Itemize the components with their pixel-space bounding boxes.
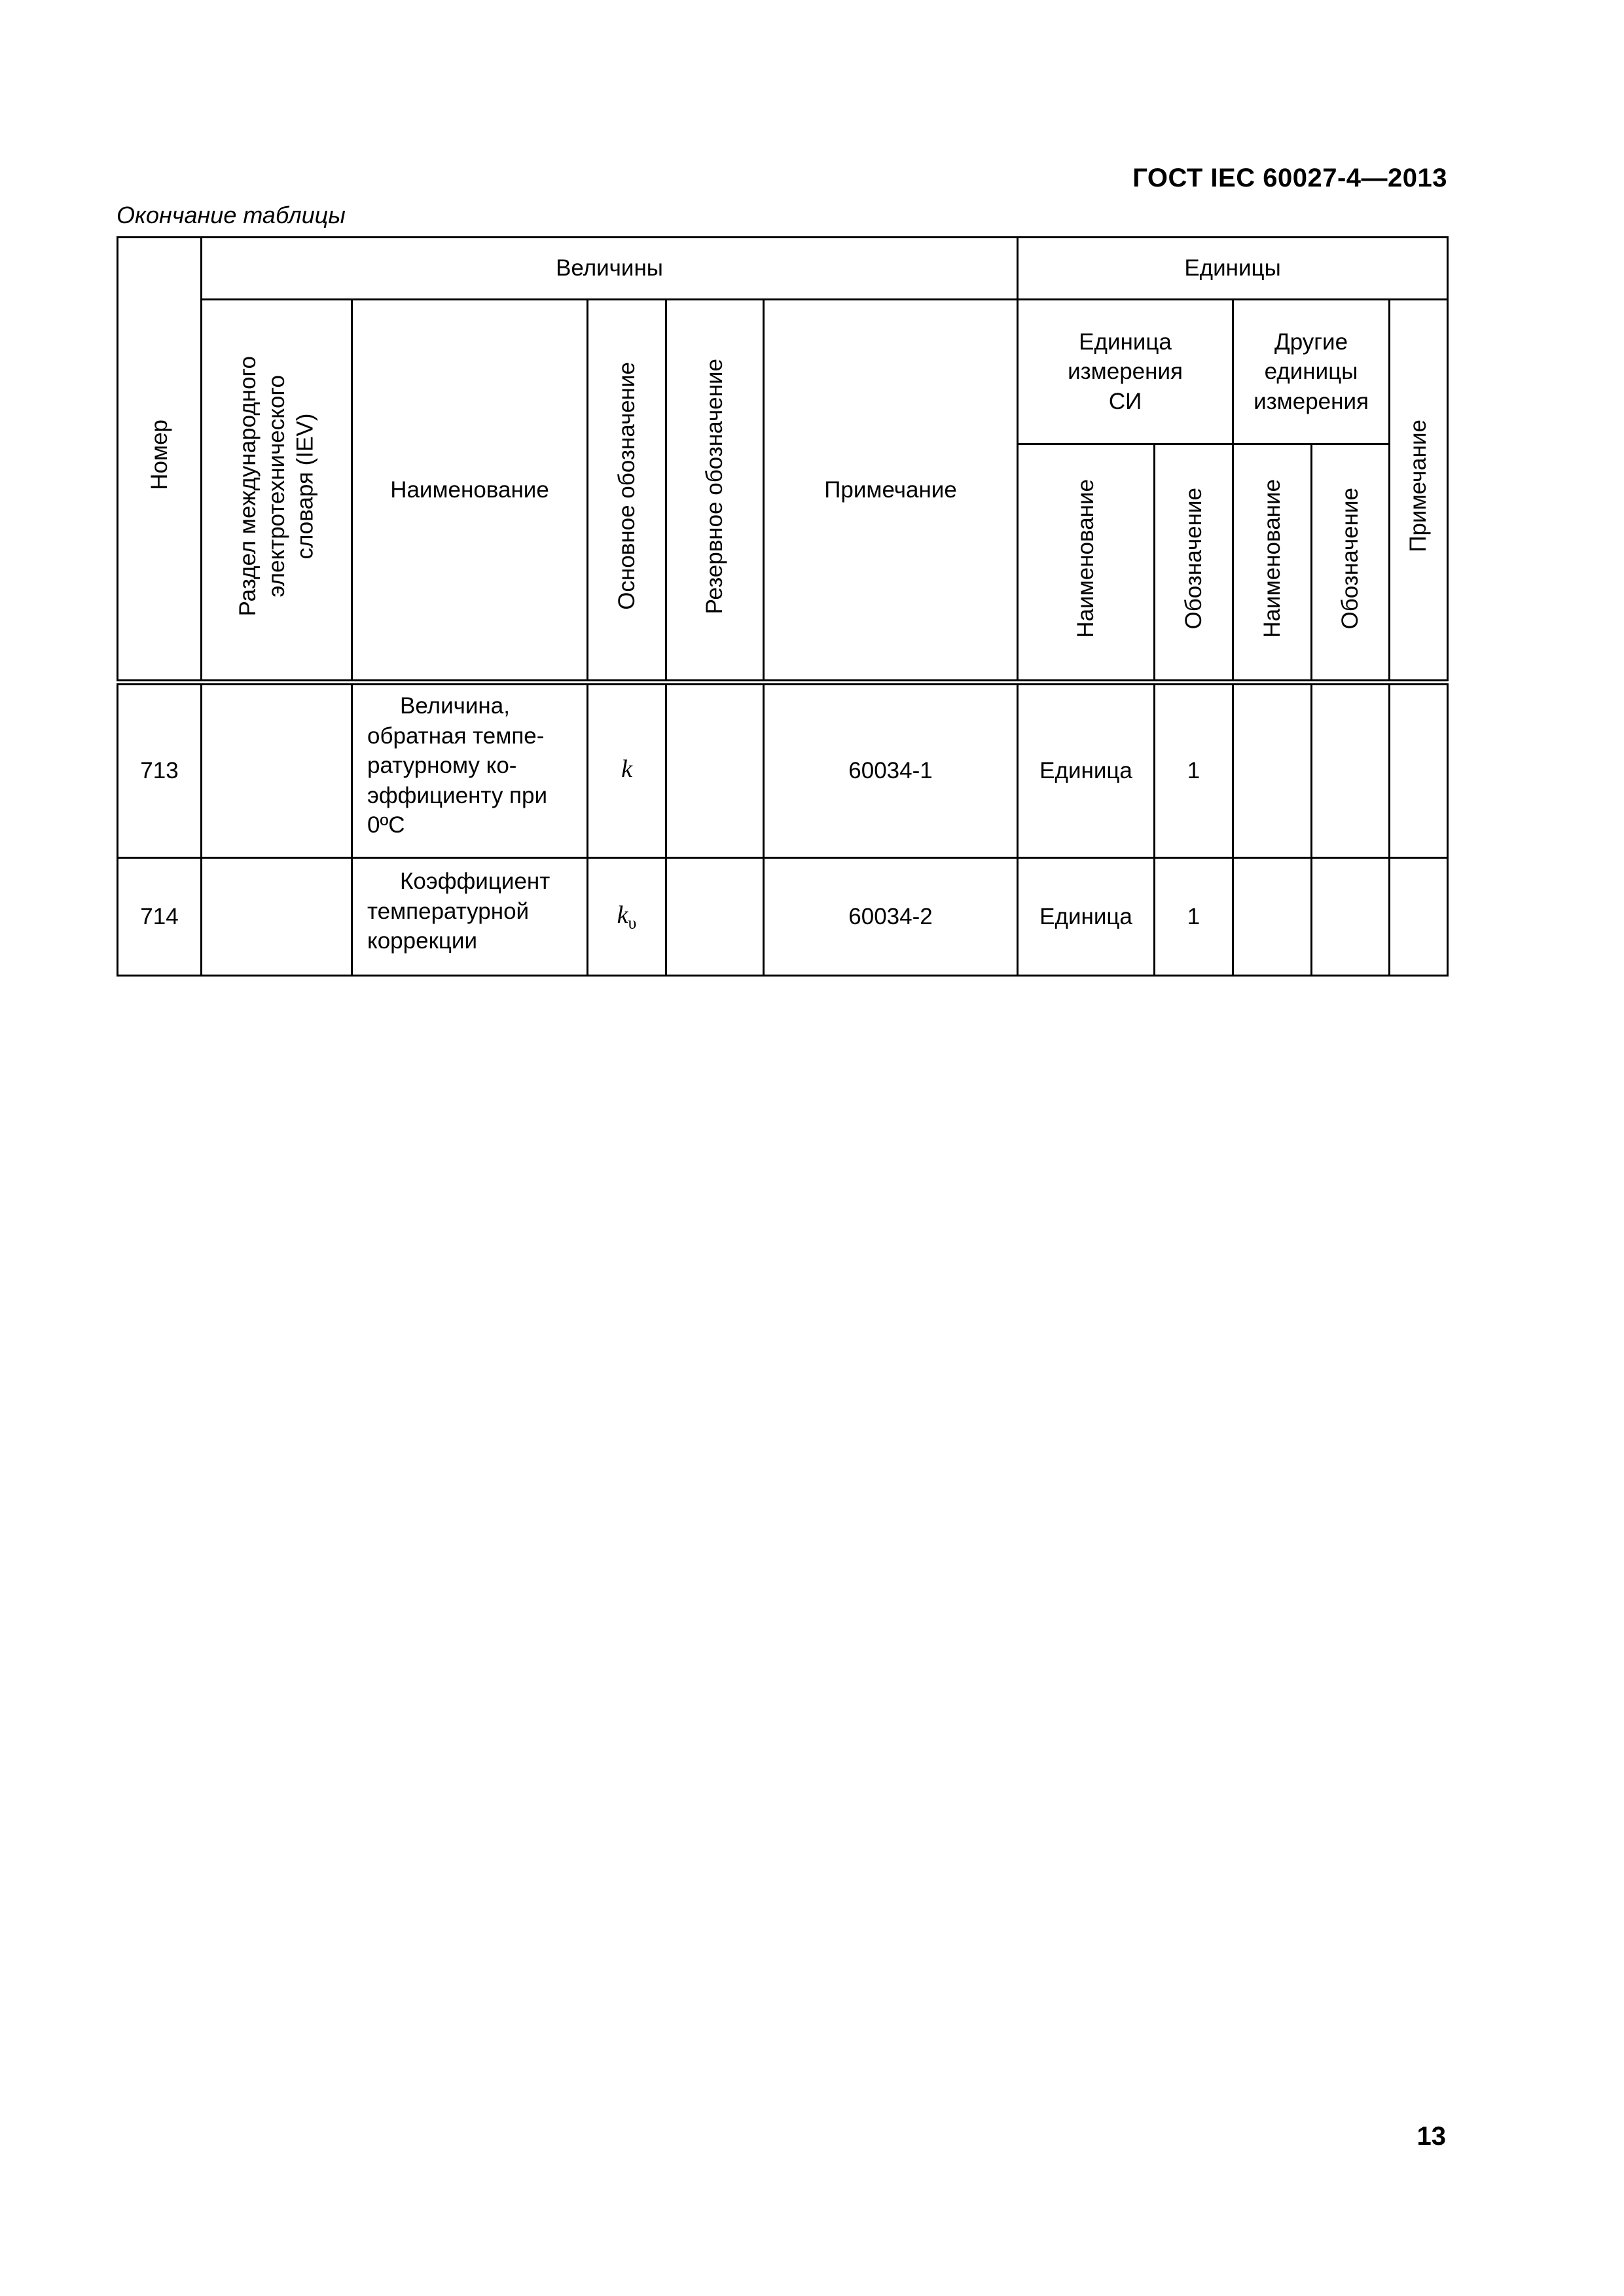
header-units-note: Примечание [1390,300,1448,683]
row-other-name [1233,683,1312,858]
row-reserve-symbol [666,858,764,976]
header-iev-section: Раздел международного электротехнического словаря (IEV) [202,300,352,683]
row-si-symbol: 1 [1155,683,1233,858]
row-reserve-symbol [666,683,764,858]
row-number: 714 [118,858,202,976]
header-other-symbol: Обозначение [1312,444,1390,683]
header-name: Наименование [352,300,588,683]
row-si-symbol: 1 [1155,858,1233,976]
row-si-name: Единица [1018,683,1155,858]
header-main-symbol: Основное обозначение [588,300,666,683]
header-number: Номер [118,238,202,683]
table-caption: Окончание таблицы [117,202,346,228]
row-other-symbol [1312,858,1390,976]
row-number: 713 [118,683,202,858]
row-main-symbol: k [588,683,666,858]
document-code: ГОСТ IEC 60027-4—2013 [1132,164,1447,192]
row-units-note [1390,683,1448,858]
header-note: Примечание [764,300,1018,683]
header-reserve-symbol: Резервное обозначение [666,300,764,683]
row-name: Коэффициент температурной коррекции [352,858,588,976]
row-units-note [1390,858,1448,976]
row-si-name: Единица [1018,858,1155,976]
row-note: 60034-1 [764,683,1018,858]
header-units: Единицы [1018,238,1448,300]
header-si-symbol: Обозначение [1155,444,1233,683]
quantities-table [117,236,1449,977]
row-name: Величина, обратная темпе- ратурному ко- эффициенту при 0ºC [352,683,588,858]
row-main-symbol: $k_\upsilon$ [588,858,666,976]
header-si-unit: Единица измерения СИ [1018,300,1233,444]
row-other-symbol [1312,683,1390,858]
page-number: 13 [1416,2122,1446,2151]
row-note: 60034-2 [764,858,1018,976]
row-other-name [1233,858,1312,976]
header-other-units: Другие единицы измерения [1233,300,1390,444]
row-iev [202,858,352,976]
header-si-name: Наименование [1018,444,1155,683]
table-row [118,683,1448,858]
row-iev [202,683,352,858]
header-other-name: Наименование [1233,444,1312,683]
header-quantities: Величины [202,238,1018,300]
table-row [118,858,1448,976]
